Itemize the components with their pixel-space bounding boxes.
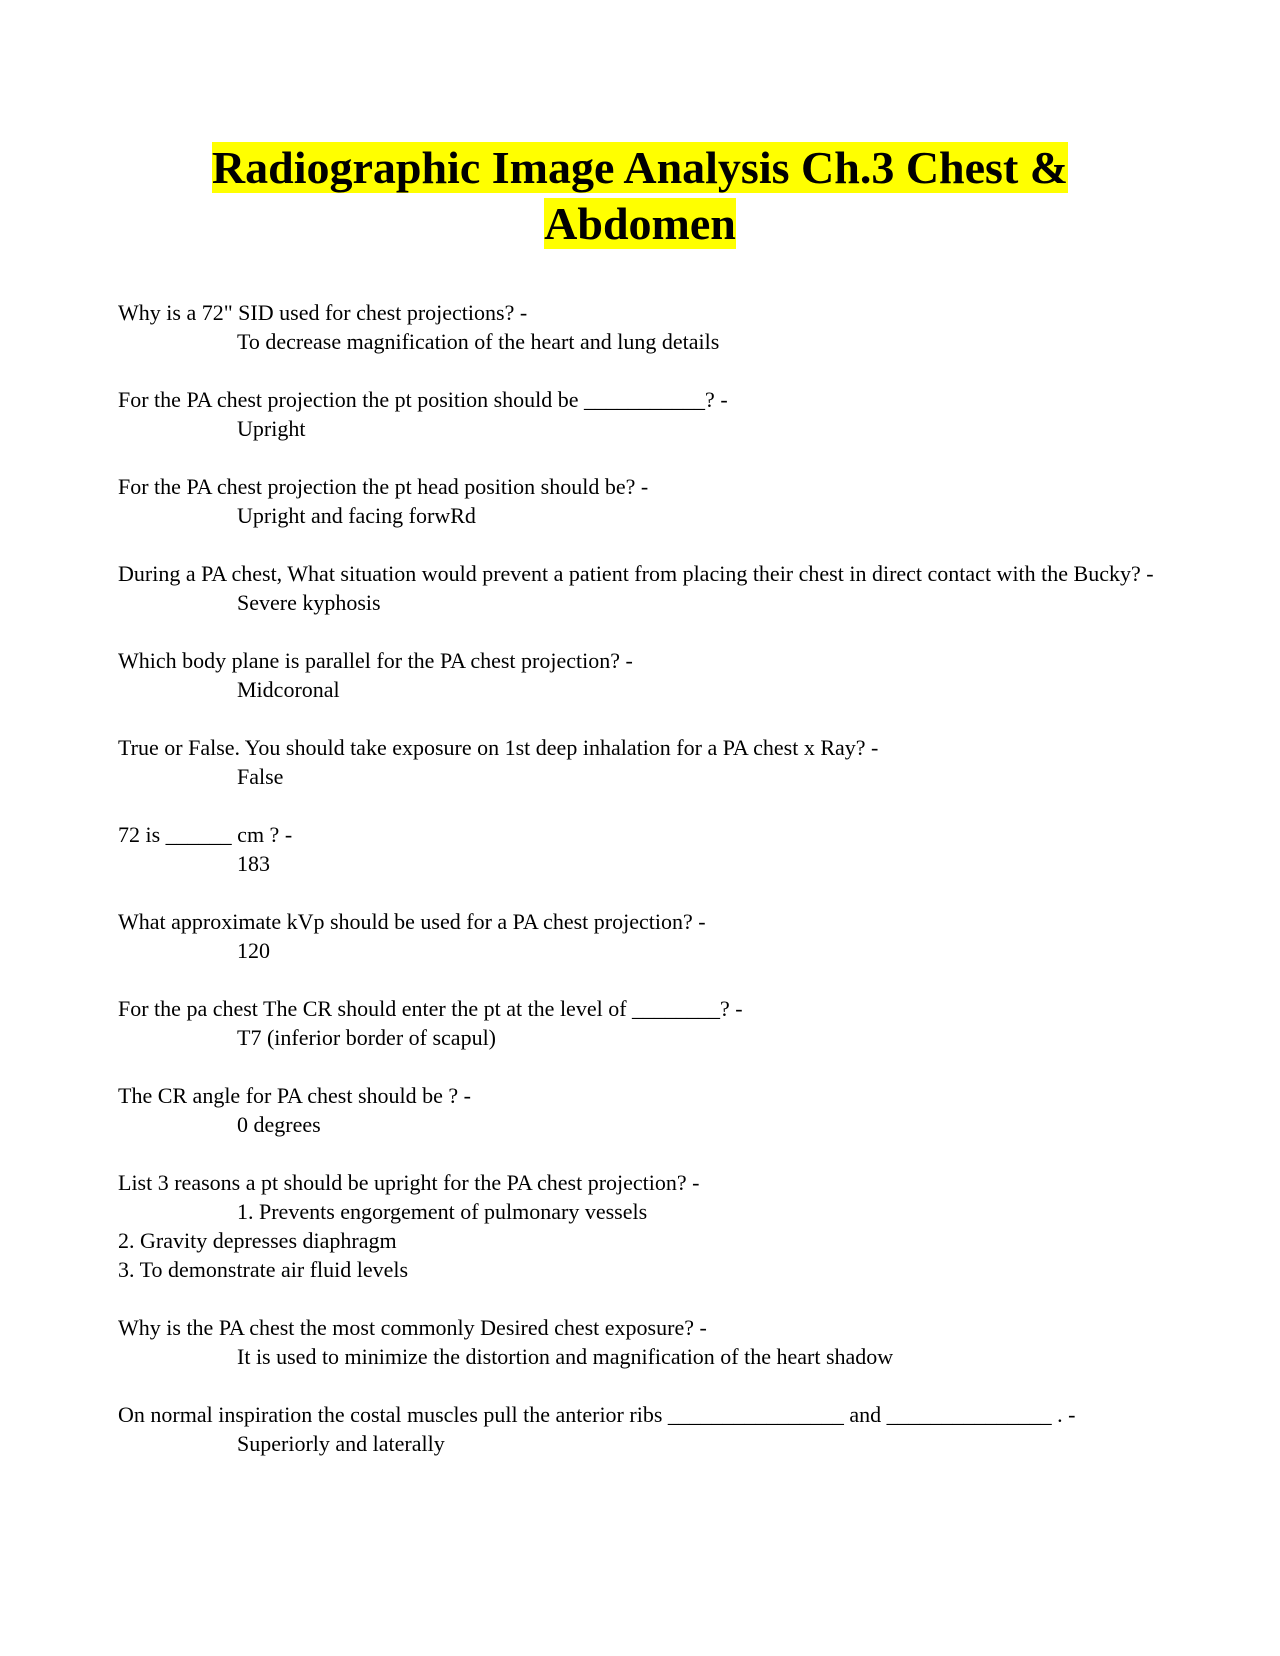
- answer-text: False: [237, 764, 284, 789]
- answer-text: To decrease magnification of the heart and lung details: [237, 329, 720, 354]
- question-text: The CR angle for PA chest should be ? -: [118, 1083, 471, 1108]
- question-text: Why is the PA chest the most commonly Desired chest exposure? -: [118, 1315, 707, 1340]
- qa-item: [118, 1400, 1168, 1458]
- title-line-1: Radiographic Image Analysis Ch.3 Chest &: [211, 142, 1069, 193]
- qa-item: [118, 733, 1168, 791]
- answer-text: It is used to minimize the distortion and magnification of the heart shadow: [237, 1344, 894, 1369]
- question-text: Why is a 72" SID used for chest projections? -: [118, 300, 528, 325]
- question-text: On normal inspiration the costal muscles pull the anterior ribs ________________ and _______________ . -: [118, 1402, 1076, 1427]
- title-line-2: Abdomen: [544, 198, 736, 249]
- answer-continuation: 2. Gravity depresses diaphragm: [118, 1228, 397, 1253]
- answer-text: Upright and facing forwRd: [237, 503, 476, 528]
- answer-text: Superiorly and laterally: [237, 1431, 445, 1456]
- qa-item: [118, 298, 1168, 356]
- answer-continuation: 3. To demonstrate air fluid levels: [118, 1257, 409, 1282]
- answer-text: 0 degrees: [237, 1112, 321, 1137]
- question-text: Which body plane is parallel for the PA chest projection? -: [118, 648, 633, 673]
- answer-text: 120: [237, 938, 270, 963]
- question-text: List 3 reasons a pt should be upright for the PA chest projection? -: [118, 1170, 700, 1195]
- qa-item: [118, 472, 1168, 530]
- question-text: For the pa chest The CR should enter the pt at the level of ________? -: [118, 996, 743, 1021]
- question-text: For the PA chest projection the pt head position should be? -: [118, 474, 649, 499]
- qa-item: [118, 994, 1168, 1052]
- answer-text: Severe kyphosis: [237, 590, 381, 615]
- question-text: What approximate kVp should be used for a PA chest projection? -: [118, 909, 706, 934]
- qa-item: [118, 907, 1168, 965]
- qa-list: [118, 298, 1168, 1487]
- qa-item: [118, 559, 1168, 617]
- qa-item: [118, 385, 1168, 443]
- question-text: 72 is ______ cm ? -: [118, 822, 293, 847]
- qa-item: [118, 1168, 1168, 1284]
- qa-item: [118, 1313, 1168, 1371]
- document-title: [0, 140, 1280, 252]
- qa-item: [118, 820, 1168, 878]
- answer-text: 1. Prevents engorgement of pulmonary vessels: [237, 1199, 648, 1224]
- question-text: True or False. You should take exposure on 1st deep inhalation for a PA chest x Ray? -: [118, 735, 879, 760]
- answer-text: T7 (inferior border of scapul): [237, 1025, 497, 1050]
- qa-item: [118, 646, 1168, 704]
- question-text: For the PA chest projection the pt position should be ___________? -: [118, 387, 728, 412]
- answer-text: 183: [237, 851, 270, 876]
- answer-text: Upright: [237, 416, 306, 441]
- answer-text: Midcoronal: [237, 677, 340, 702]
- qa-item: [118, 1081, 1168, 1139]
- question-text: During a PA chest, What situation would prevent a patient from placing their chest in direct contact with the Bucky? -: [118, 561, 1154, 586]
